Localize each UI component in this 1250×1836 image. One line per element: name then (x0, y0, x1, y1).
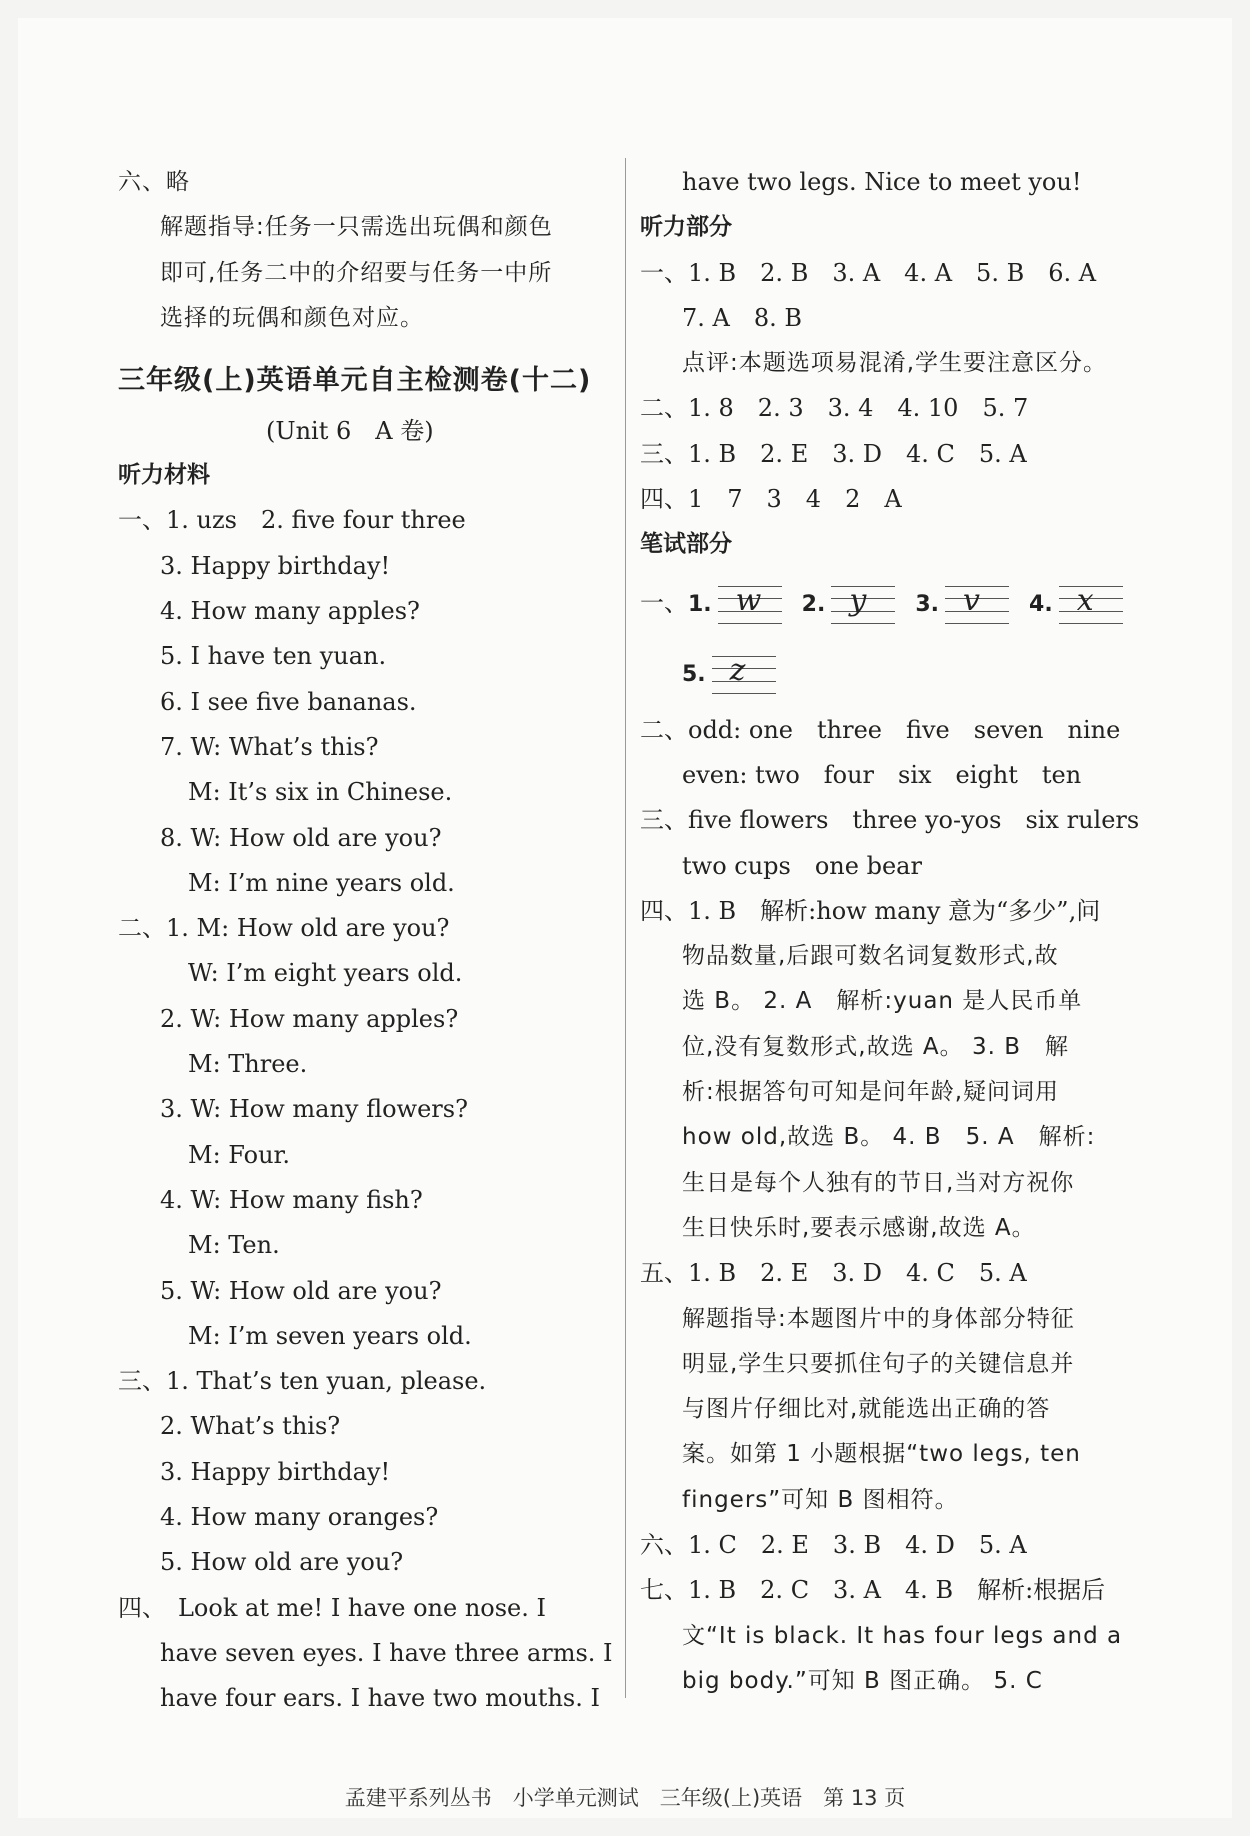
answer-line: 笔试部分 (640, 531, 732, 558)
answer-line: 六、1. C 2. E 3. B 4. D 5. A (640, 1531, 1027, 1560)
item-number: 1. (688, 591, 712, 617)
answer-line: 生日快乐时,要表示感谢,故选 A。 (682, 1214, 1036, 1241)
listening-line: M: I’m nine years old. (188, 868, 455, 897)
page-footer: 孟建平系列丛书 小学单元测试 三年级(上)英语 第 13 页 (344, 1786, 906, 1810)
answer-line: 三、five flowers three yo-yos six rulers (640, 806, 1140, 835)
listening-line: 7. W: What’s this? (160, 732, 379, 761)
guide-line (718, 623, 782, 624)
answer-line: 解题指导:本题图片中的身体部分特征 (682, 1305, 1075, 1332)
answer-line: 六、略 (118, 169, 190, 195)
guide-line (831, 623, 895, 624)
listening-line: 四、 Look at me! I have one nose. I (118, 1593, 546, 1622)
test-title: 三年级(上)英语单元自主检测卷(十二) (118, 365, 592, 397)
answer-line: 二、1. 8 2. 3 3. 4 4. 10 5. 7 (640, 394, 1029, 423)
listening-line: 二、1. M: How old are you? (118, 914, 450, 943)
listening-line: 3. Happy birthday! (160, 551, 391, 580)
listening-line: have seven eyes. I have three arms. I (160, 1638, 613, 1667)
listening-line: 4. How many apples? (160, 597, 420, 626)
answer-line: 点评:本题选项易混淆,学生要注意区分。 (682, 350, 1108, 377)
four-line-writing-box (945, 581, 1009, 627)
listening-line: 三、1. That’s ten yuan, please. (118, 1367, 487, 1396)
handwriting-answers (640, 568, 1140, 708)
listening-line: 3. W: How many flowers? (160, 1095, 468, 1124)
answer-line: have two legs. Nice to meet you! (682, 168, 1082, 196)
answer-line: fingers”可知 B 图相符。 (682, 1486, 959, 1513)
answer-line: how old,故选 B。 4. B 5. A 解析: (682, 1124, 1096, 1151)
guide-line (945, 623, 1009, 624)
listening-line: 2. What’s this? (160, 1412, 341, 1441)
listening-line: have four ears. I have two mouths. I (160, 1684, 600, 1713)
test-subtitle: (Unit 6 A 卷) (266, 417, 434, 446)
listening-line: 5. W: How old are you? (160, 1276, 442, 1305)
listening-line: 2. W: How many apples? (160, 1004, 459, 1033)
handwritten-letter: v (963, 583, 980, 619)
item-number: 3. (915, 591, 940, 617)
guide-line (712, 693, 776, 694)
listening-line: 一、1. uzs 2. five four three (118, 506, 466, 535)
answer-line: 三、1. B 2. E 3. D 4. C 5. A (640, 439, 1027, 468)
answer-line: 明显,学生只要抓住句子的关键信息并 (682, 1350, 1075, 1377)
listening-line: 4. W: How many fish? (160, 1185, 423, 1214)
listening-line: M: Four. (188, 1140, 290, 1169)
item-number: 5. (682, 661, 706, 687)
section-heading-listening-material: 听力材料 (118, 462, 210, 489)
item-number: 2. (801, 591, 826, 617)
listening-line: M: Three. (188, 1050, 308, 1079)
answer-line: 选择的玩偶和颜色对应。 (160, 304, 424, 331)
listening-line: 5. How old are you? (160, 1548, 404, 1577)
answer-line: 二、odd: one three five seven nine (640, 715, 1121, 744)
answer-line: 四、1. B 解析:how many 意为“多少”,问 (640, 896, 1101, 925)
answer-line: 物品数量,后跟可数名词复数形式,故 (682, 943, 1059, 970)
four-line-writing-box (1059, 581, 1123, 627)
answer-line: even: two four six eight ten (682, 760, 1082, 789)
handwritten-letter: x (1076, 583, 1094, 619)
answer-line: 与图片仔细比对,就能选出正确的答 (682, 1396, 1051, 1423)
guide-line (1059, 623, 1123, 624)
answer-line: 七、1. B 2. C 3. A 4. B 解析:根据后 (640, 1576, 1106, 1605)
answer-line: 文“It is black. It has four legs and a (682, 1622, 1123, 1649)
answer-line: 析:根据答句可知是问年龄,疑问词用 (682, 1079, 1060, 1106)
four-line-writing-box (712, 651, 776, 697)
answer-line: 7. A 8. B (682, 303, 803, 332)
handwriting-row (640, 638, 1140, 708)
four-line-writing-box (718, 581, 782, 627)
listening-line: 8. W: How old are you? (160, 823, 442, 852)
answer-line: 即可,任务二中的介绍要与任务一中所 (160, 259, 553, 286)
answer-line: two cups one bear (682, 851, 922, 880)
answer-line: 案。如第 1 小题根据“two legs, ten (682, 1441, 1081, 1468)
answer-page (18, 18, 1232, 1818)
right-column (640, 160, 1140, 1704)
question-number: 一、 (640, 588, 688, 617)
listening-line: M: Ten. (188, 1231, 280, 1260)
handwritten-letter: y (849, 583, 867, 619)
column-divider (625, 158, 626, 1698)
listening-line: M: It’s six in Chinese. (188, 778, 453, 807)
handwritten-letter: z (729, 653, 746, 689)
answer-line: 选 B。 2. A 解析:yuan 是人民币单 (682, 988, 1083, 1015)
listening-line: M: I’m seven years old. (188, 1321, 472, 1350)
listening-line: 4. How many oranges? (160, 1503, 439, 1532)
handwritten-letter: w (735, 583, 762, 619)
listening-line: 3. Happy birthday! (160, 1457, 391, 1486)
listening-line: 6. I see five bananas. (160, 687, 417, 716)
answer-line: 位,没有复数形式,故选 A。 3. B 解 (682, 1033, 1070, 1060)
listening-line: 5. I have ten yuan. (160, 642, 387, 671)
answer-line: 听力部分 (640, 214, 732, 241)
answer-line: 一、1. B 2. B 3. A 4. A 5. B 6. A (640, 258, 1097, 287)
listening-line: W: I’m eight years old. (188, 959, 463, 988)
answer-line: 解题指导:任务一只需选出玩偶和颜色 (160, 214, 553, 241)
four-line-writing-box (831, 581, 895, 627)
answer-line: 生日是每个人独有的节日,当对方祝你 (682, 1169, 1075, 1196)
answer-line: big body.”可知 B 图正确。 5. C (682, 1667, 1043, 1694)
handwriting-row (640, 568, 1140, 638)
answer-line: 五、1. B 2. E 3. D 4. C 5. A (640, 1259, 1027, 1288)
left-column (118, 160, 618, 1722)
item-number: 4. (1029, 591, 1053, 617)
answer-line: 四、1 7 3 4 2 A (640, 485, 902, 514)
